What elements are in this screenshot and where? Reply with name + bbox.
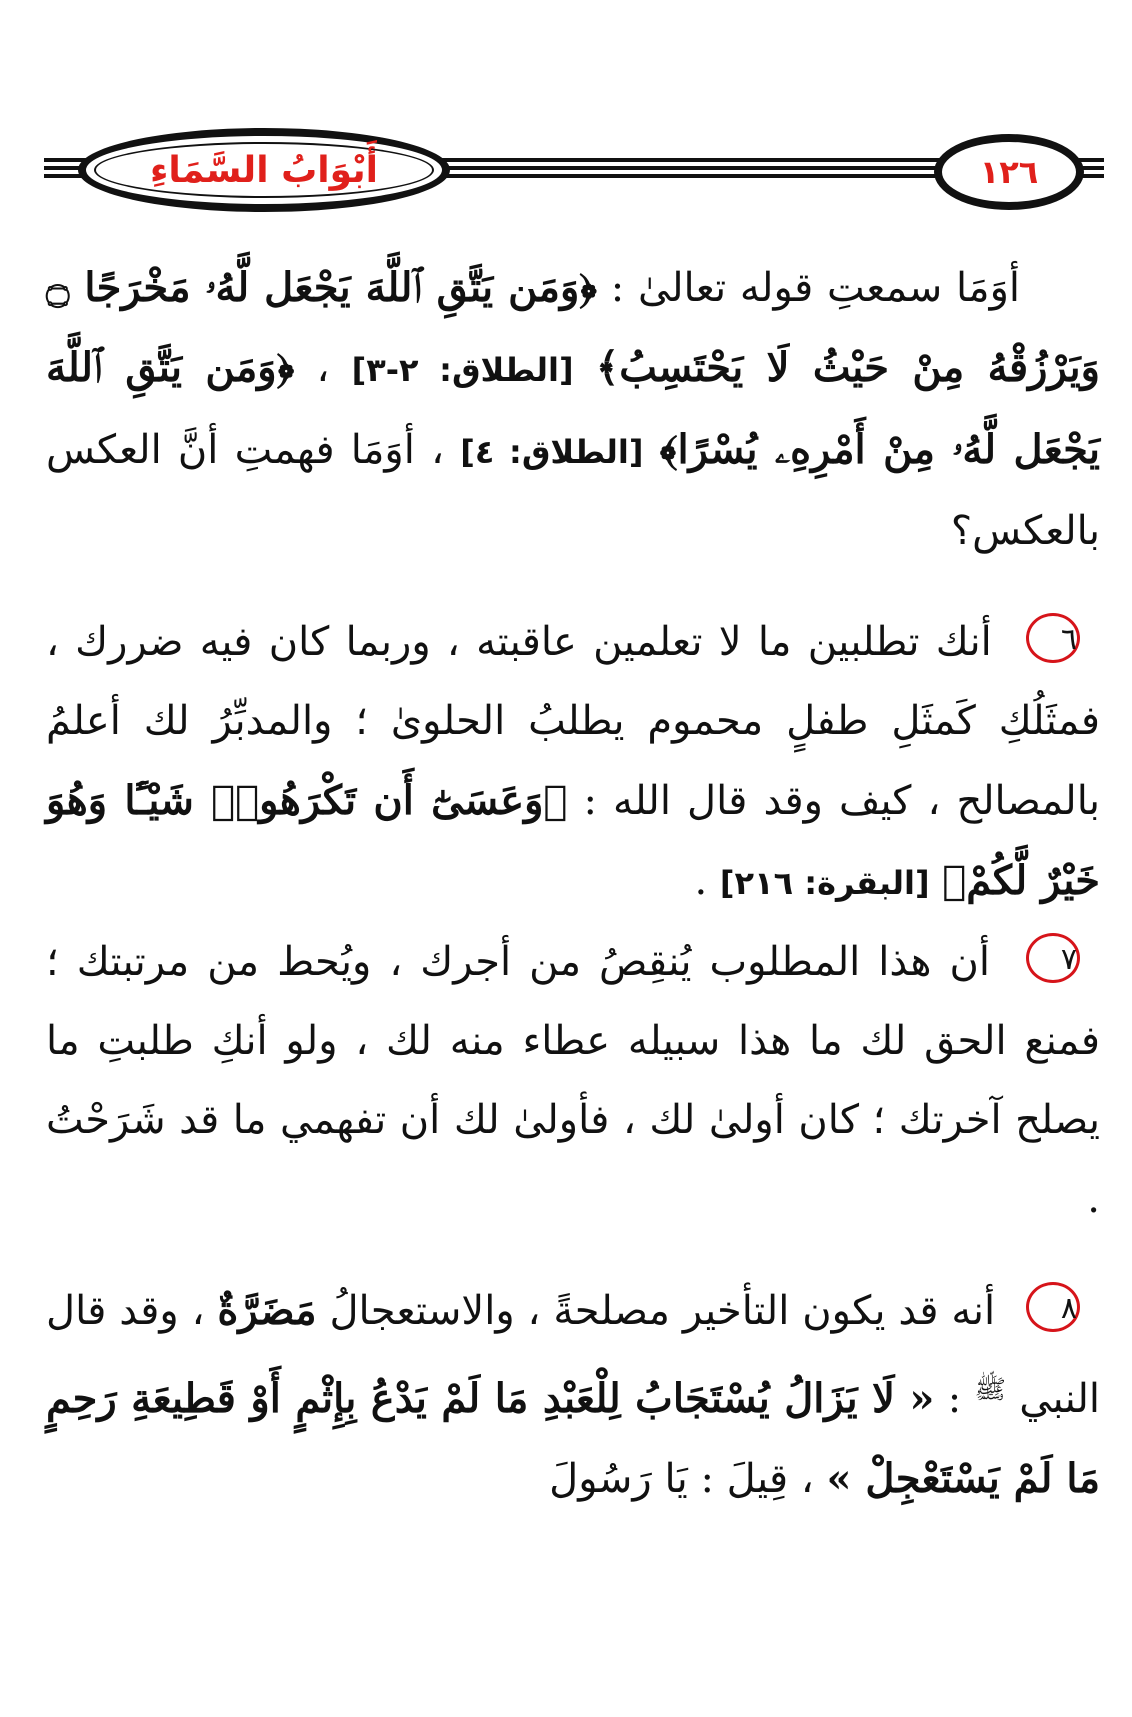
verse-reference: [الطلاق: ٤]: [460, 433, 644, 471]
paragraph-intro: [46, 248, 1100, 571]
page-header: [0, 0, 1132, 240]
page-body: [46, 248, 1100, 1519]
point-number-badge: ٦: [1026, 613, 1080, 663]
point-number-badge: ٧: [1026, 933, 1080, 983]
hadith-quote: « لَا يَزَالُ يُسْتَجَابُ لِلْعَبْدِ مَا لَمْ يَدْعُ بِإِثْمٍ أَوْ قَطِيعَةِ رَحِمٍ مَا لَمْ يَسْتَعْجِلْ »: [46, 1375, 1100, 1502]
point-6-end: .: [694, 858, 708, 904]
point-8-text-2: ، وقد قال النبي: [46, 1288, 1100, 1422]
point-number-badge: ٨: [1026, 1282, 1080, 1332]
verse-reference: [الطلاق: ٢-٣]: [351, 351, 574, 389]
paragraph-point-6: [46, 603, 1100, 923]
intro-text: أوَمَا سمعتِ قوله تعالىٰ :: [597, 265, 1020, 311]
quran-verse-baqarah-216: ﴿وَعَسَىٰٓ أَن تَكْرَهُوا۟ شَيْـًٔا وَهُوَ خَيْرٌ لَّكُمْ﴾: [46, 777, 1100, 904]
chapter-title-frame: [78, 128, 450, 212]
verse-reference: [البقرة: ٢١٦]: [719, 864, 930, 902]
point-8-text-3: :: [934, 1376, 962, 1422]
separator: ،: [294, 345, 330, 391]
point-7-text: أن هذا المطلوب يُنقِصُ من أجرك ، ويُحط من مرتبتك ؛ فمنع الحق لك ما هذا سبيله عطاء منه لك ، ولو أنكِ طلبتِ ما يصلح آخرتك ؛ كان أولىٰ لك ، فأولىٰ لك أن تفهمي ما قد شَرَحْتُ .: [46, 939, 1100, 1222]
intro-tail: ، أوَمَا فهمتِ أنَّ العكس بالعكس؟: [46, 427, 1100, 554]
chapter-title: أَبْوَابُ السَّمَاءِ: [149, 149, 379, 191]
bold-word: مَضَرَّةٌ: [217, 1287, 317, 1334]
salutation-glyph: ﷺ: [974, 1375, 1006, 1405]
point-8-text-4: ، قِيلَ : يَا رَسُولَ: [549, 1456, 814, 1502]
quran-verse-talaq-4: ﴿وَمَن يَتَّقِ ٱللَّهَ يَجْعَل لَّهُۥ مِنْ أَمْرِهِۦ يُسْرًا﴾: [46, 344, 1101, 473]
point-8-text: أنه قد يكون التأخير مصلحةً ، والاستعجالُ: [316, 1288, 996, 1334]
point-6-text: أنك تطلبين ما لا تعلمين عاقبته ، وربما كان فيه ضررك ، فمثَلُكِ كَمثَلِ طفلٍ محموم يطلبُ الحلوىٰ ؛ والمدبِّرُ لك أعلمُ بالمصالح ، كيف وقد قال الله :: [46, 619, 1101, 824]
quran-verse-talaq-2-3: ﴿وَمَن يَتَّقِ ٱللَّهَ يَجْعَل لَّهُۥ مَخْرَجًا ۝ وَيَرْزُقْهُ مِنْ حَيْثُ لَا يَحْتَسِبُ﴾: [46, 264, 1100, 391]
page-number: ١٢٦: [979, 153, 1039, 191]
page-number-frame: [934, 134, 1084, 210]
paragraph-point-7: [46, 923, 1100, 1239]
paragraph-point-8: [46, 1271, 1100, 1519]
